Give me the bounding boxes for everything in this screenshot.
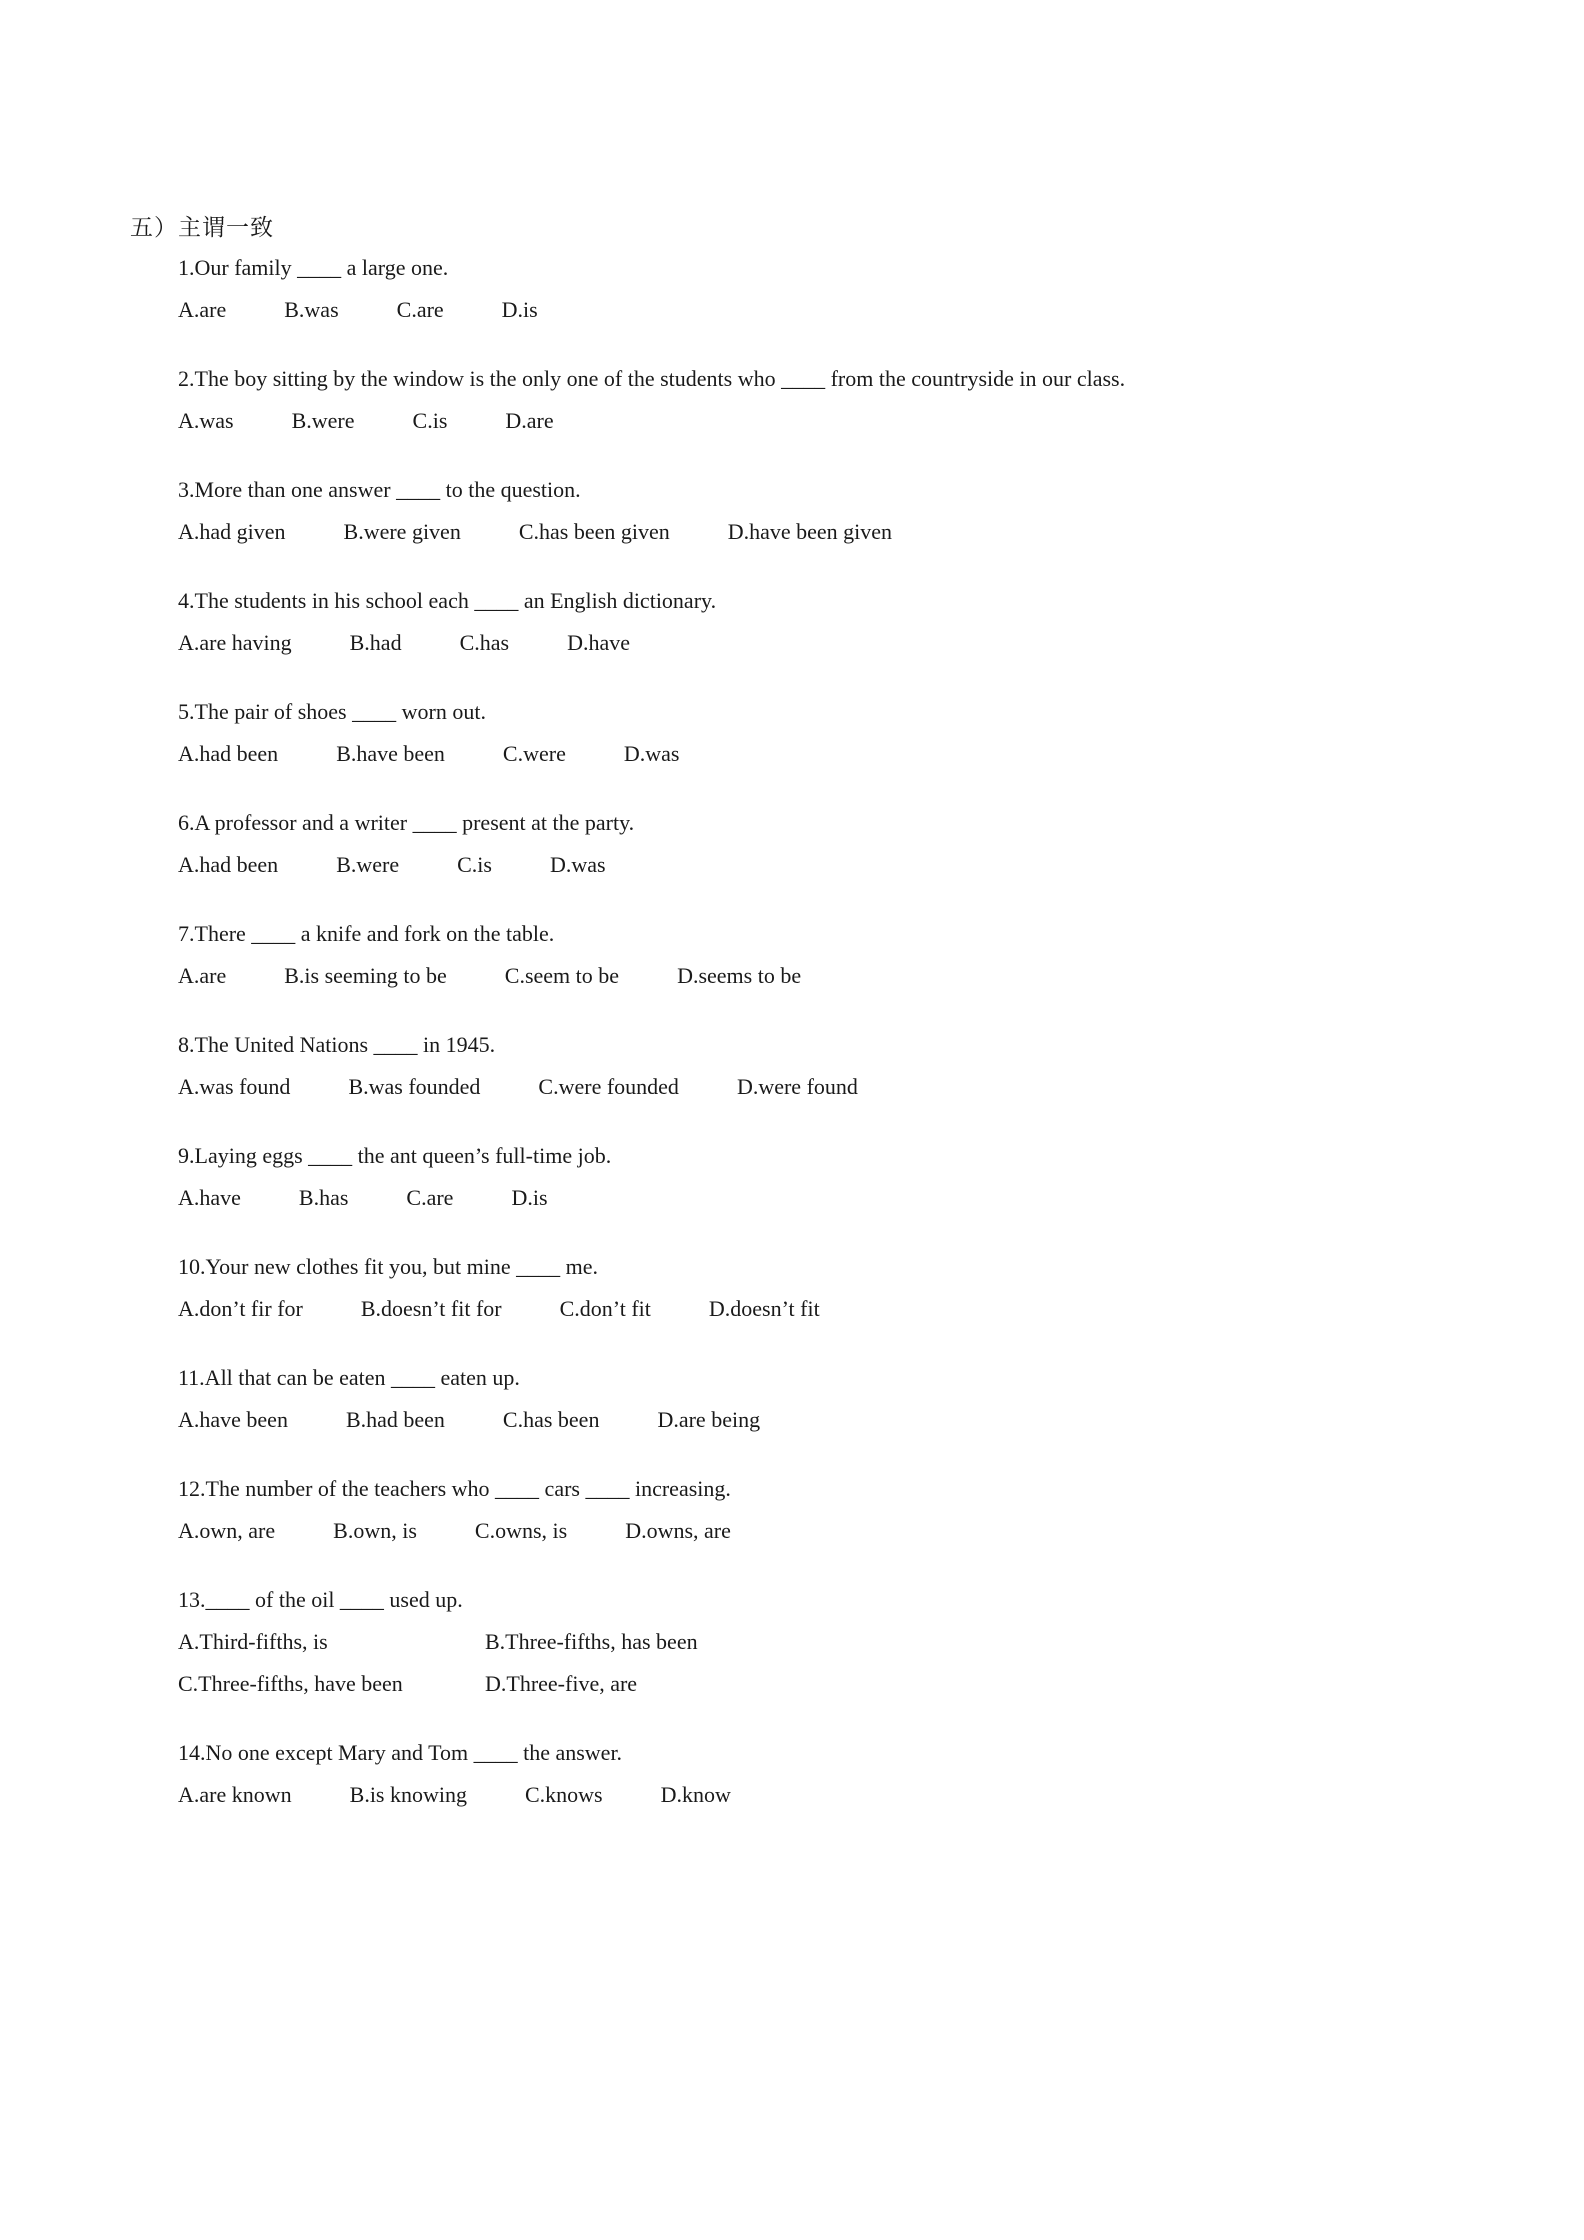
answer-option: D.is: [501, 297, 538, 322]
answer-option: A.are: [178, 963, 227, 988]
answer-option: D.was: [623, 741, 680, 766]
question-stem: 12.The number of the teachers who ____ cars ____ increasing.: [178, 1476, 731, 1501]
answer-options: [178, 851, 1478, 879]
answer-option: A.have been: [178, 1407, 288, 1432]
answer-option: C.are: [396, 297, 444, 322]
answer-options: [178, 1628, 1478, 1698]
answer-option: B.was: [284, 297, 339, 322]
answer-option: B.is knowing: [349, 1782, 467, 1807]
answer-option: D.is: [511, 1185, 548, 1210]
answer-option: C.Three-fifths, have been: [178, 1671, 403, 1696]
question-stem: 1.Our family ____ a large one.: [178, 255, 449, 280]
question-item: [178, 587, 1478, 657]
answer-option: A.are known: [178, 1782, 292, 1807]
answer-options: [178, 1295, 1478, 1323]
question-stem: 6.A professor and a writer ____ present at the party.: [178, 810, 635, 835]
answer-option: B.were: [291, 408, 355, 433]
answer-options: [178, 296, 1478, 324]
question-item: [178, 365, 1478, 435]
answer-option: B.Three-fifths, has been: [485, 1629, 698, 1654]
question-item: [178, 1586, 1478, 1698]
answer-option: D.are: [505, 408, 554, 433]
answer-option: B.have been: [336, 741, 445, 766]
question-item: [178, 1031, 1478, 1101]
section-title: 五）主谓一致: [130, 215, 274, 241]
question-item: [178, 254, 1478, 324]
answer-option: D.have: [567, 630, 630, 655]
question-item: [178, 476, 1478, 546]
question-list: [178, 254, 1478, 1850]
question-item: [178, 1253, 1478, 1323]
question-stem: 11.All that can be eaten ____ eaten up.: [178, 1365, 520, 1390]
question-stem: 5.The pair of shoes ____ worn out.: [178, 699, 486, 724]
answer-option: A.had given: [178, 519, 286, 544]
answer-option: A.was found: [178, 1074, 291, 1099]
answer-option: B.were: [336, 852, 400, 877]
answer-option: B.own, is: [333, 1518, 417, 1543]
answer-option: B.had: [349, 630, 402, 655]
answer-option: A.was: [178, 408, 234, 433]
answer-option: A.don’t fir for: [178, 1296, 303, 1321]
answer-option: C.is: [457, 852, 492, 877]
answer-option: D.owns, are: [625, 1518, 731, 1543]
answer-options: [178, 1073, 1478, 1101]
answer-option: A.had been: [178, 741, 279, 766]
question-item: [178, 1142, 1478, 1212]
answer-option: C.has: [459, 630, 510, 655]
answer-option: A.are: [178, 297, 227, 322]
question-item: [178, 809, 1478, 879]
answer-option: D.know: [660, 1782, 731, 1807]
answer-options: [178, 1406, 1478, 1434]
answer-options: [178, 962, 1478, 990]
question-item: [178, 698, 1478, 768]
answer-option: C.has been: [502, 1407, 600, 1432]
answer-option: C.has been given: [518, 519, 670, 544]
question-stem: 7.There ____ a knife and fork on the table.: [178, 921, 555, 946]
question-stem: 3.More than one answer ____ to the question.: [178, 477, 581, 502]
question-stem: 4.The students in his school each ____ an English dictionary.: [178, 588, 717, 613]
question-stem: 2.The boy sitting by the window is the only one of the students who ____ from the countryside in our class.: [178, 366, 1126, 391]
question-stem: 10.Your new clothes fit you, but mine ____ me.: [178, 1254, 599, 1279]
answer-options: [178, 1184, 1478, 1212]
answer-option: B.was founded: [348, 1074, 481, 1099]
answer-option: C.knows: [525, 1782, 603, 1807]
answer-option: B.doesn’t fit for: [360, 1296, 502, 1321]
answer-option: D.was: [549, 852, 606, 877]
answer-option: C.don’t fit: [559, 1296, 651, 1321]
answer-option: D.were found: [736, 1074, 858, 1099]
answer-option: C.are: [406, 1185, 454, 1210]
question-item: [178, 1475, 1478, 1545]
answer-option: D.are being: [657, 1407, 761, 1432]
question-stem: 14.No one except Mary and Tom ____ the answer.: [178, 1740, 623, 1765]
answer-option: A.Third-fifths, is: [178, 1629, 328, 1654]
question-stem: 9.Laying eggs ____ the ant queen’s full-time job.: [178, 1143, 612, 1168]
answer-option: D.Three-five, are: [485, 1671, 638, 1696]
answer-option: D.have been given: [727, 519, 893, 544]
answer-option: D.doesn’t fit: [708, 1296, 820, 1321]
answer-options: [178, 629, 1478, 657]
answer-option: C.were: [502, 741, 566, 766]
answer-options: [178, 1517, 1478, 1545]
question-item: [178, 1739, 1478, 1809]
answer-options: [178, 1781, 1478, 1809]
answer-option: B.had been: [345, 1407, 445, 1432]
question-item: [178, 1364, 1478, 1434]
answer-option: B.has: [298, 1185, 349, 1210]
answer-option: A.have: [178, 1185, 241, 1210]
answer-option: C.owns, is: [474, 1518, 568, 1543]
answer-option: A.had been: [178, 852, 279, 877]
question-stem: 8.The United Nations ____ in 1945.: [178, 1032, 496, 1057]
answer-options: [178, 740, 1478, 768]
answer-option: C.is: [412, 408, 448, 433]
answer-option: B.is seeming to be: [284, 963, 447, 988]
answer-options: [178, 407, 1478, 435]
answer-option: C.were founded: [538, 1074, 679, 1099]
question-stem: 13.____ of the oil ____ used up.: [178, 1587, 463, 1612]
answer-options: [178, 518, 1478, 546]
question-item: [178, 920, 1478, 990]
answer-option: A.are having: [178, 630, 292, 655]
answer-option: A.own, are: [178, 1518, 276, 1543]
answer-option: D.seems to be: [677, 963, 802, 988]
answer-option: B.were given: [343, 519, 461, 544]
answer-option: C.seem to be: [504, 963, 620, 988]
